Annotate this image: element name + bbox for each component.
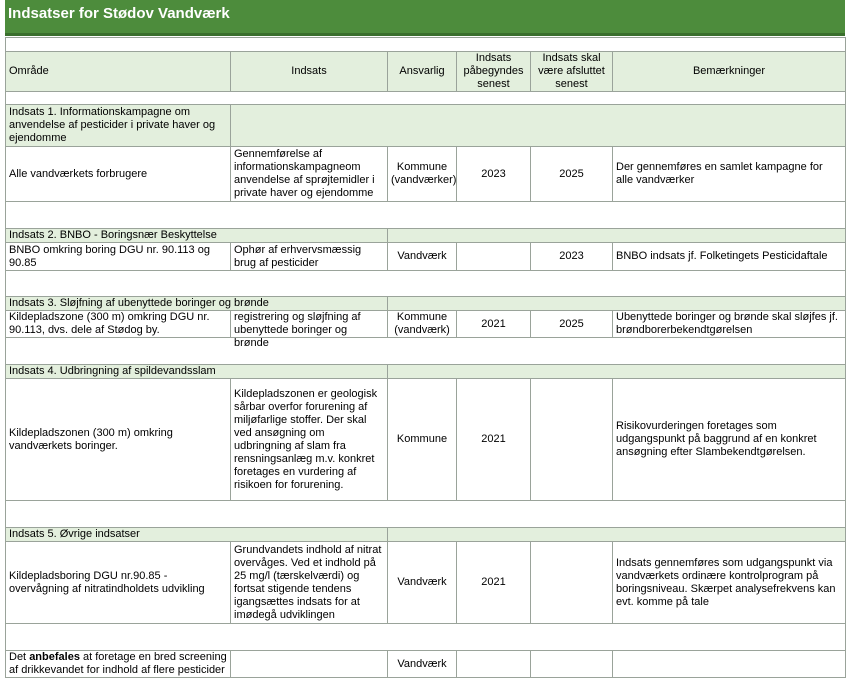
cell-responsible[interactable]: Vandværk [388,651,457,678]
cell-start[interactable] [457,651,531,678]
spacer-row [6,501,846,528]
cell-area-pre: Det [9,651,27,663]
cell-end[interactable]: 2025 [531,311,613,338]
section-row [6,229,846,243]
cell-start[interactable]: 2021 [457,311,531,338]
section-row [6,528,846,542]
table-row [6,147,846,202]
header-action[interactable]: Indsats [231,52,388,92]
section-5-label[interactable]: Indsats 5. Øvrige indsatser [6,528,388,542]
cell-area-emphasis: anbefales [29,651,80,663]
cell-end[interactable]: 2023 [531,243,613,271]
header-end[interactable]: Indsats skal være afsluttet senest [531,52,613,92]
spacer-row [6,338,846,365]
cell-remarks[interactable]: Indsats gennemføres som udgangspunkt via vandværkets ordinære kontrolprogram på boringsniveau. Skærpet analysefrekvens kan evt. komme på tale [613,542,846,624]
cell-action-text: registrering og sløjfning af ubenyttede boringer og brønde [234,311,361,349]
header-start[interactable]: Indsats påbegyndes senest [457,52,531,92]
section-row [6,365,846,379]
cell-action[interactable] [231,651,388,678]
cell-responsible[interactable]: Kommune (vandværk) [388,311,457,338]
spacer-row [6,202,846,229]
header-row [6,52,846,92]
cell-action[interactable] [231,542,388,624]
cell-end[interactable] [531,379,613,501]
header-area[interactable]: Område [6,52,231,92]
cell-area[interactable]: Kildepladszonen (300 m) omkring vandværkets boringer. [6,379,231,501]
cell-start[interactable]: 2021 [457,542,531,624]
cell-end[interactable] [531,542,613,624]
table-row [6,379,846,501]
spacer-row [6,271,846,297]
cell-end[interactable]: 2025 [531,147,613,202]
action-table [5,37,846,678]
header-remarks[interactable]: Bemærkninger [613,52,846,92]
cell-area[interactable] [6,311,231,338]
header-responsible[interactable]: Ansvarlig [388,52,457,92]
cell-area[interactable]: Kildepladsboring DGU nr.90.85 - overvågning af nitratindholdets udvikling [6,542,231,624]
cell-area-text [9,651,227,677]
section-3-label[interactable]: Indsats 3. Sløjfning af ubenyttede boringer og brønde [6,297,388,311]
cell-remarks-text: Ubenyttede boringer og brønde skal sløjfes jf. brøndborerbekendtgørelsen [616,311,838,336]
cell-responsible[interactable]: Kommune (vandværker) [388,147,457,202]
cell-action-text: Gennemførelse af informationskampagneom anvendelse af sprøjtemidler i private haver og ejendomme [234,148,375,199]
cell-start[interactable]: 2023 [457,147,531,202]
spacer-row [6,624,846,651]
section-2-label[interactable]: Indsats 2. BNBO - Boringsnær Beskyttelse [6,229,388,243]
cell-start[interactable] [457,243,531,271]
spacer-row [6,92,846,105]
section-row [6,297,846,311]
cell-action-text: Grundvandets indhold af nitrat overvåges. Ved et indhold på 25 mg/l (tærskelværdi) og fortsat stigende tendens igangsættes indsats for at imødegå udviklingen [234,543,382,621]
cell-remarks[interactable]: Der gennemføres en samlet kampagne for alle vandværker [613,147,846,202]
cell-remarks[interactable]: BNBO indsats jf. Folketingets Pesticidaftale [613,243,846,271]
cell-action-text: Ophør af erhvervsmæssig brug af pesticider [234,243,362,269]
cell-remarks[interactable]: Risikovurderingen foretages som udgangspunkt på baggrund af en konkret ansøgning efter Slambekendtgørelsen. [613,379,846,501]
spacer-row [6,38,846,52]
cell-action[interactable]: Kildepladszonen er geologisk sårbar overfor forurening af miljøfarlige stoffer. Der skal ved ansøgning om udbringning af slam fra rensningsanlæg m.v. konkret foretages en vurdering af risikoen for forurening. [231,379,388,501]
section-4-label[interactable]: Indsats 4. Udbringning af spildevandsslam [6,365,388,379]
cell-end[interactable] [531,651,613,678]
table-row [6,651,846,678]
cell-responsible[interactable]: Vandværk [388,243,457,271]
table-row [6,542,846,624]
cell-area-post: at foretage en bred screening af drikkevandet for indhold af flere pesticider [9,651,227,676]
cell-remarks[interactable] [613,311,846,338]
cell-start[interactable]: 2021 [457,379,531,501]
cell-action[interactable] [231,243,388,271]
table-row [6,311,846,338]
cell-area[interactable] [6,243,231,271]
cell-area[interactable]: Alle vandværkets forbrugere [6,147,231,202]
cell-action[interactable] [231,147,388,202]
cell-responsible[interactable]: Vandværk [388,542,457,624]
cell-responsible[interactable]: Kommune [388,379,457,501]
section-1-label[interactable]: Indsats 1. Informationskampagne om anvendelse af pesticider i private haver og ejendomme [6,105,231,147]
sheet-title: Indsatser for Stødov Vandværk [5,0,845,36]
cell-area-text: BNBO omkring boring DGU nr. 90.113 og 90.85 [9,243,210,269]
cell-area-text: Kildepladszone (300 m) omkring DGU nr. 90.113, dvs. dele af Stødog by. [9,311,210,336]
cell-area[interactable] [6,651,231,678]
cell-remarks[interactable] [613,651,846,678]
section-row [6,105,846,147]
cell-action[interactable] [231,311,388,349]
table-row [6,243,846,271]
